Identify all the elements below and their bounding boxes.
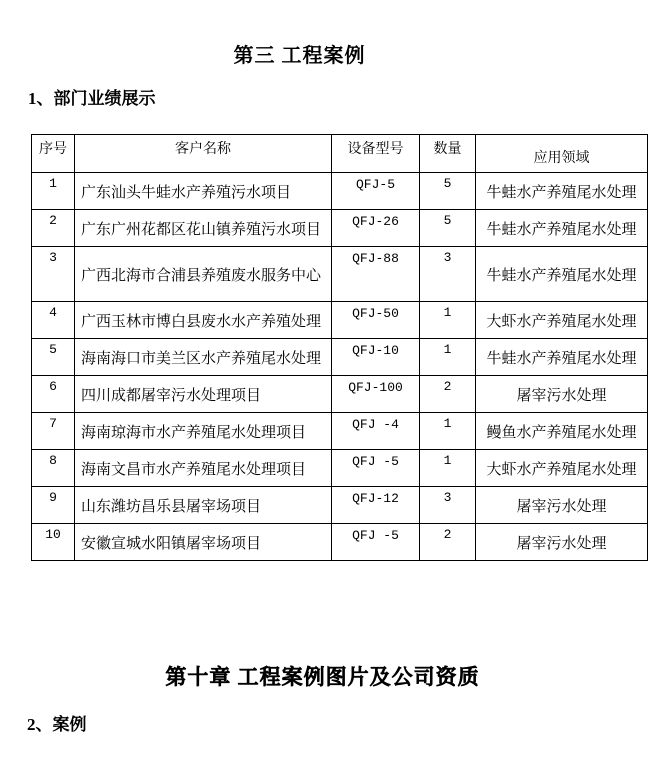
table-header-row <box>32 135 648 173</box>
table-row <box>32 450 648 487</box>
cell-customer: 海南海口市美兰区水产养殖尾水处理 <box>75 339 332 376</box>
section-heading-performance: 1、部门业绩展示 <box>28 89 156 108</box>
cell-index: 7 <box>32 413 75 450</box>
table-row <box>32 487 648 524</box>
cell-index: 3 <box>32 247 75 302</box>
cell-model: QFJ-88 <box>332 247 420 302</box>
cell-index: 4 <box>32 302 75 339</box>
cell-application: 牛蛙水产养殖尾水处理 <box>476 210 648 247</box>
cell-index: 1 <box>32 173 75 210</box>
cell-application: 牛蛙水产养殖尾水处理 <box>476 247 648 302</box>
cell-model: QFJ -5 <box>332 450 420 487</box>
cell-model: QFJ-12 <box>332 487 420 524</box>
table-row <box>32 302 648 339</box>
cell-index: 9 <box>32 487 75 524</box>
cell-quantity: 5 <box>420 210 476 247</box>
cell-customer: 四川成都屠宰污水处理项目 <box>75 376 332 413</box>
cell-application: 大虾水产养殖尾水处理 <box>476 302 648 339</box>
cases-table <box>31 134 648 561</box>
section-heading-cases: 2、案例 <box>27 715 87 734</box>
cell-model: QFJ-10 <box>332 339 420 376</box>
cell-customer: 广东广州花都区花山镇养殖污水项目 <box>75 210 332 247</box>
cell-application: 大虾水产养殖尾水处理 <box>476 450 648 487</box>
cell-index: 6 <box>32 376 75 413</box>
cell-quantity: 3 <box>420 487 476 524</box>
cell-application: 牛蛙水产养殖尾水处理 <box>476 339 648 376</box>
cell-quantity: 2 <box>420 524 476 561</box>
table-row <box>32 413 648 450</box>
cell-model: QFJ-50 <box>332 302 420 339</box>
cell-customer: 山东潍坊昌乐县屠宰场项目 <box>75 487 332 524</box>
cell-model: QFJ -5 <box>332 524 420 561</box>
cell-quantity: 3 <box>420 247 476 302</box>
column-header-application: 应用领域 <box>476 135 648 173</box>
table-row <box>32 524 648 561</box>
cell-model: QFJ-100 <box>332 376 420 413</box>
column-header-index: 序号 <box>32 135 75 173</box>
cell-customer: 广西玉林市博白县废水水产养殖处理 <box>75 302 332 339</box>
cell-application: 屠宰污水处理 <box>476 487 648 524</box>
table-row <box>32 339 648 376</box>
column-header-model: 设备型号 <box>332 135 420 173</box>
cell-quantity: 1 <box>420 339 476 376</box>
cell-application: 牛蛙水产养殖尾水处理 <box>476 173 648 210</box>
cell-quantity: 1 <box>420 450 476 487</box>
table-row <box>32 173 648 210</box>
cell-index: 10 <box>32 524 75 561</box>
cell-customer: 海南文昌市水产养殖尾水处理项目 <box>75 450 332 487</box>
table-row <box>32 376 648 413</box>
cell-quantity: 1 <box>420 413 476 450</box>
cell-customer: 广东汕头牛蛙水产养殖污水项目 <box>75 173 332 210</box>
cell-quantity: 1 <box>420 302 476 339</box>
cell-application: 鳗鱼水产养殖尾水处理 <box>476 413 648 450</box>
cell-index: 5 <box>32 339 75 376</box>
cell-index: 2 <box>32 210 75 247</box>
table-row <box>32 247 648 302</box>
cell-application: 屠宰污水处理 <box>476 376 648 413</box>
column-header-quantity: 数量 <box>420 135 476 173</box>
cell-model: QFJ -4 <box>332 413 420 450</box>
cell-customer: 海南琼海市水产养殖尾水处理项目 <box>75 413 332 450</box>
cell-customer: 广西北海市合浦县养殖废水服务中心 <box>75 247 332 302</box>
cell-model: QFJ-5 <box>332 173 420 210</box>
page-title-chapter10: 第十章 工程案例图片及公司资质 <box>165 665 480 689</box>
table-row <box>32 210 648 247</box>
cell-quantity: 2 <box>420 376 476 413</box>
cell-customer: 安徽宣城水阳镇屠宰场项目 <box>75 524 332 561</box>
cell-index: 8 <box>32 450 75 487</box>
page-title-chapter3: 第三 工程案例 <box>233 45 366 67</box>
cell-quantity: 5 <box>420 173 476 210</box>
cell-model: QFJ-26 <box>332 210 420 247</box>
column-header-customer: 客户名称 <box>75 135 332 173</box>
cell-application: 屠宰污水处理 <box>476 524 648 561</box>
